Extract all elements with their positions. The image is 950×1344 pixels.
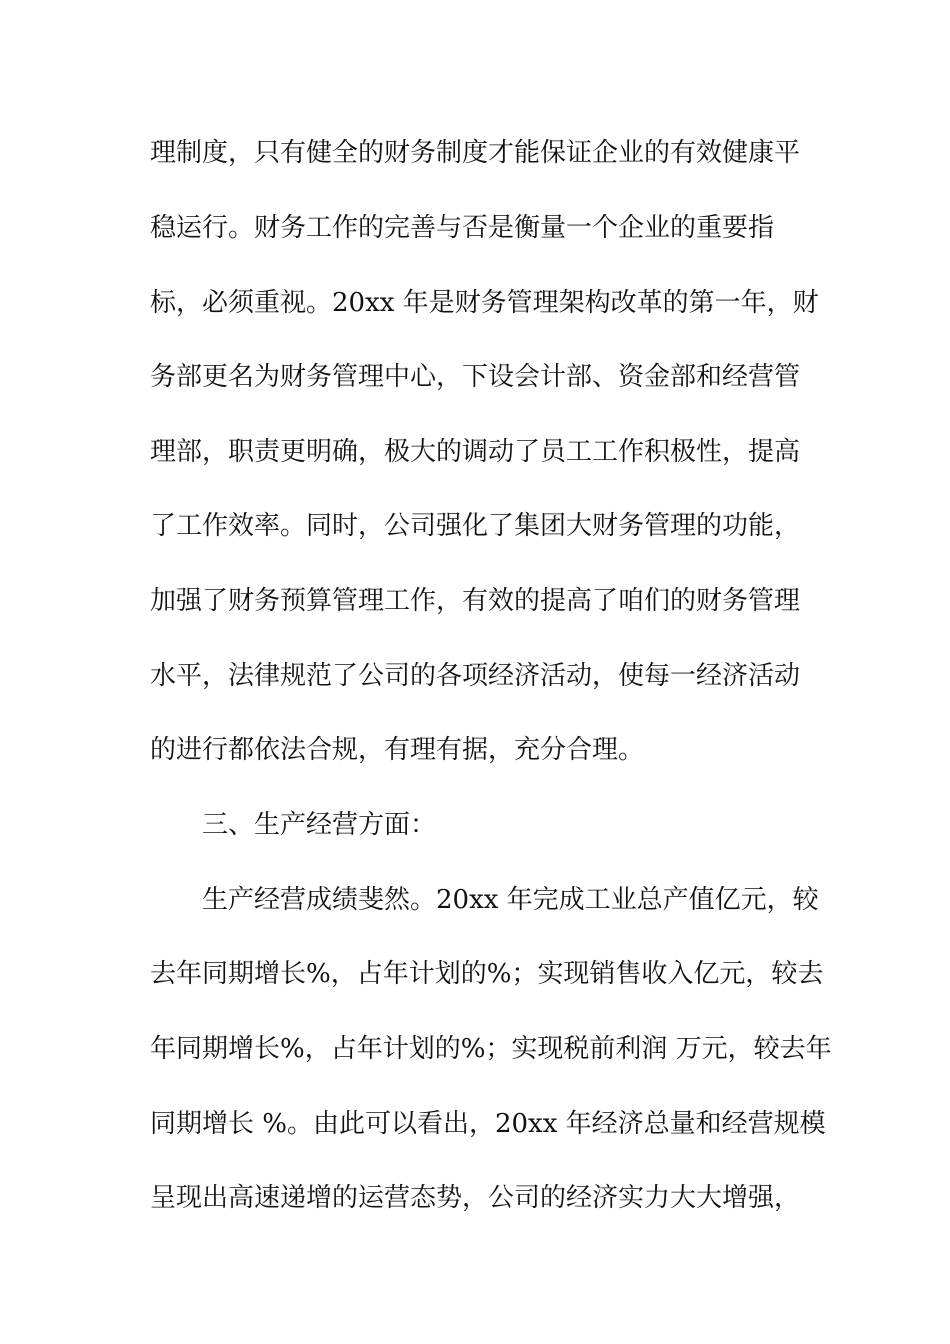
text-line: 加强了财务预算管理工作，有效的提高了咱们的财务管理 <box>150 586 801 616</box>
text-line: 呈现出高速递增的运营态势，公司的经济实力大大增强， <box>150 1183 801 1213</box>
text-line: 生产经营成绩斐然。20xx 年完成工业总产值亿元，较 <box>202 885 819 915</box>
section-heading: 三、生产经营方面： <box>202 810 437 840</box>
text-line: 务部更名为财务管理中心，下设会计部、资金部和经营管 <box>150 362 801 392</box>
text-line: 理制度，只有健全的财务制度才能保证企业的有效健康平 <box>150 138 801 168</box>
text-line: 理部，职责更明确，极大的调动了员工工作积极性，提高 <box>150 437 801 467</box>
text-line: 水平，法律规范了公司的各项经济活动，使每一经济活动 <box>150 661 801 691</box>
text-line: 了工作效率。同时，公司强化了集团大财务管理的功能， <box>150 511 801 541</box>
text-line: 年同期增长%，占年计划的%；实现税前利润 万元，较去年 <box>150 1034 832 1064</box>
text-line: 的进行都依法合规，有理有据，充分合理。 <box>150 735 645 765</box>
text-line: 稳运行。财务工作的完善与否是衡量一个企业的重要指 <box>150 213 775 243</box>
text-line: 同期增长 %。由此可以看出，20xx 年经济总量和经营规模 <box>150 1109 826 1139</box>
text-line: 去年同期增长%，占年计划的%；实现销售收入亿元，较去 <box>150 959 824 989</box>
text-line: 标，必须重视。20xx 年是财务管理架构改革的第一年，财 <box>150 288 819 318</box>
